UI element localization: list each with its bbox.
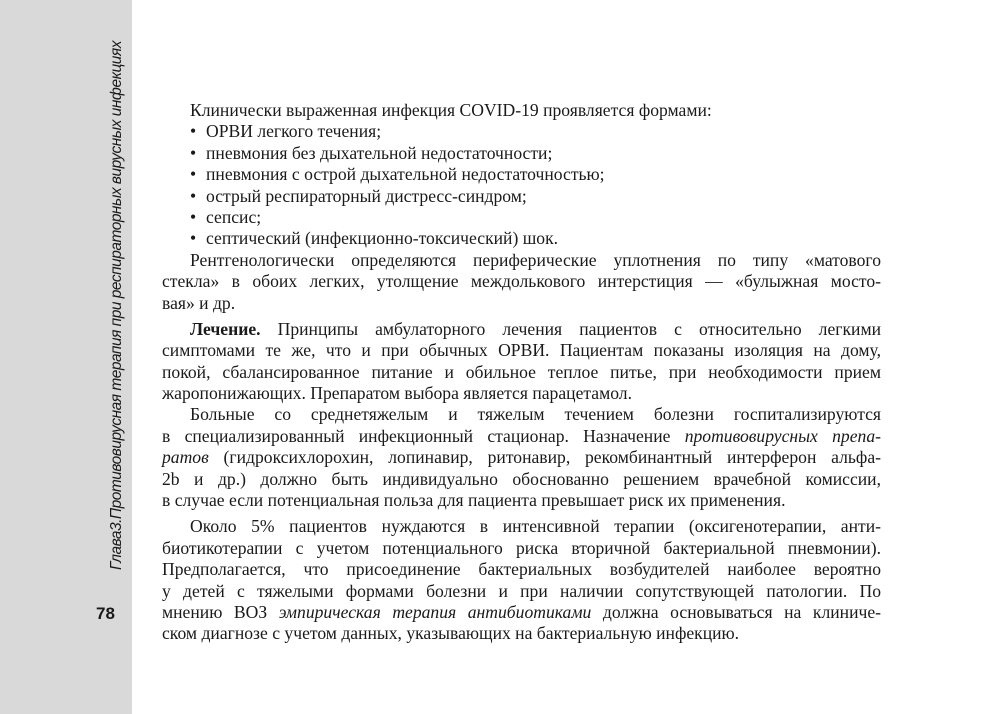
list-item: • острый респираторный дистресс-синдром; <box>162 186 881 207</box>
treatment-heading: Лечение. <box>190 318 261 339</box>
chapter-title: Глава3.Противовирусная терапия при респираторных вирусных инфекциях <box>108 41 125 570</box>
text-line: Около 5% пациентов нуждаются в интенсивной терапии (оксигенотерапии, анти- <box>190 516 881 537</box>
text-line: Лечение. Принципы амбулаторного лечения пациентов с относительно легкими <box>190 318 881 339</box>
list-item: • сепсис; <box>162 207 881 228</box>
text-line: покой, сбалансированное питание и обильное теплое питье, при необходимости прием <box>162 361 881 382</box>
list-item: • ОРВИ легкого течения; <box>162 121 881 142</box>
text-line: Рентгенологически определяются периферические уплотнения по типу «матового <box>190 249 881 270</box>
forms-list <box>162 121 881 249</box>
page-number: 78 <box>96 604 115 623</box>
list-item: • пневмония без дыхательной недостаточности; <box>162 143 881 164</box>
text-line: Больные со среднетяжелым и тяжелым течением болезни госпитализируются <box>190 404 881 425</box>
page-sidebar <box>0 0 132 714</box>
text-line: 2b и др.) должно быть индивидуально обоснованно решением врачебной комиссии, <box>162 468 881 489</box>
text-line: у детей с тяжелыми формами болезни и при наличии сопутствующей патологии. По <box>162 580 881 601</box>
list-item: • септический (инфекционно-токсический) шок. <box>162 228 881 249</box>
text-line: ратов (гидроксихлорохин, лопинавир, ритонавир, рекомбинантный интерферон альфа- <box>162 447 881 468</box>
text-line: в специализированный инфекционный стационар. Назначение противовирусных препа- <box>162 425 881 446</box>
text-line: жаропонижающих. Препаратом выбора является парацетамол. <box>162 383 632 404</box>
intro-paragraph: Клинически выраженная инфекция COVID-19 проявляется формами: <box>190 100 712 120</box>
text-line: Предполагается, что присоединение бактериальных возбудителей наиболее вероятно <box>162 559 881 580</box>
severe-paragraph <box>162 404 881 511</box>
text-line: стекла» в обоих легких, утолщение междолькового интерстиция — «булыжная мосто- <box>162 271 881 292</box>
page-body <box>162 100 881 645</box>
text-line: вая» и др. <box>162 292 236 313</box>
text-line: биотикотерапии с учетом потенциального риска вторичной бактериальной пневмонии). <box>162 537 881 558</box>
list-item: • пневмония с острой дыхательной недостаточностью; <box>162 164 881 185</box>
text-line: мнению ВОЗ эмпирическая терапия антибиотиками должна основываться на клиниче- <box>162 601 882 622</box>
treatment-paragraph <box>162 319 881 405</box>
text-line: симптомами те же, что и при обычных ОРВИ. Пациентам показаны изоляция на дому, <box>162 340 881 361</box>
xray-paragraph <box>162 250 881 314</box>
text-line: ском диагнозе с учетом данных, указывающих на бактериальную инфекцию. <box>162 623 740 644</box>
text-line: в случае если потенциальная польза для пациента превышает риск их применения. <box>162 490 786 511</box>
icu-paragraph <box>162 516 881 644</box>
